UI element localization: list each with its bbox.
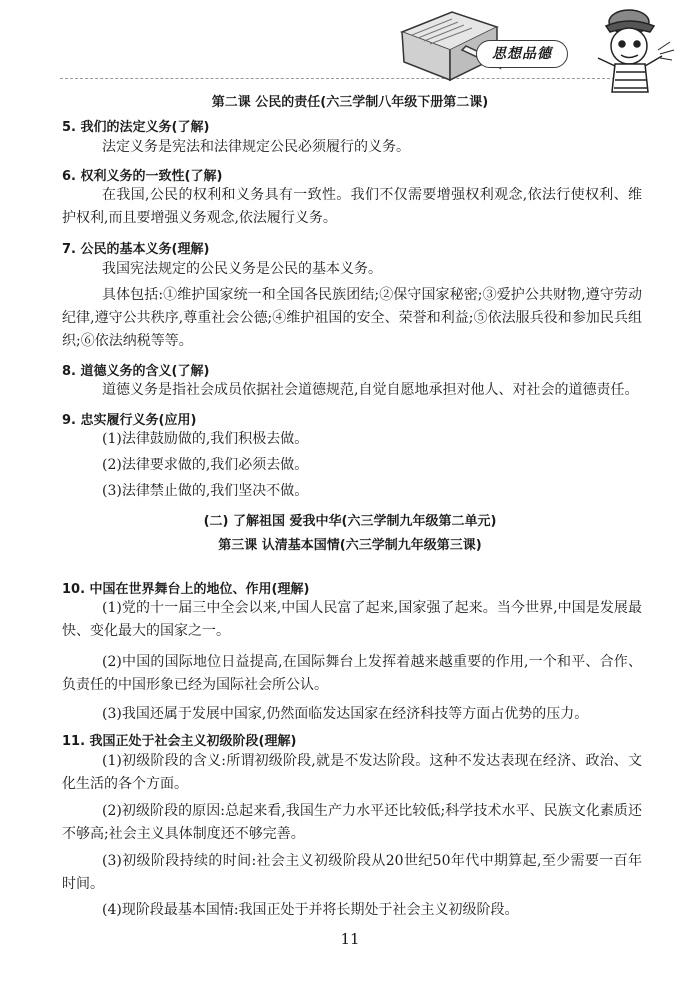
list-item: (3)初级阶段持续的时间:社会主义初级阶段从20世纪50年代中期算起,至少需要一百年时间。 [62,853,642,892]
section-heading: 9. 忠实履行义务(应用) [62,413,197,428]
unit-title: (二) 了解祖国 爱我中华(六三学制九年级第二单元) [203,514,497,529]
list-item: (1)党的十一届三中全会以来,中国人民富了起来,国家强了起来。当今世界,中国是发展最快、变化最大的国家之一。 [62,600,642,639]
list-item: (3)我国还属于发展中国家,仍然面临发达国家在经济科技等方面占优势的压力。 [102,706,589,722]
section-heading: 6. 权利义务的一致性(了解) [62,169,223,184]
subject-badge: 思想品德 [476,40,568,68]
list-item: (1)初级阶段的含义:所谓初级阶段,就是不发达阶段。这种不发达表现在经济、政治、文化生活的各个方面。 [62,753,642,792]
list-item: (3)法律禁止做的,我们坚决不做。 [102,483,309,499]
paragraph: 在我国,公民的权利和义务具有一致性。我们不仅需要增强权利观念,依法行使权利、维护权利,而且要增强义务观念,依法履行义务。 [62,187,642,226]
cartoon-boy-icon [598,10,674,92]
paragraph: 具体包括:①维护国家统一和全国各民族团结;②保守国家秘密;③爱护公共财物,遵守劳动纪律,遵守公共秩序,尊重社会公德;④维护祖国的安全、荣誉和利益;⑤依法服兵役和参加民兵组织;⑥依法纳税等等。 [62,287,642,349]
list-item: (2)初级阶段的原因:总起来看,我国生产力水平还比较低;科学技术水平、民族文化素质还不够高;社会主义具体制度还不够完善。 [62,803,642,842]
section-heading: 5. 我们的法定义务(了解) [62,120,210,135]
list-item: (2)中国的国际地位日益提高,在国际舞台上发挥着越来越重要的作用,一个和平、合作、负责任的中国形象已经为国际社会所公认。 [62,654,642,693]
page-number: 11 [340,930,360,948]
list-item: (4)现阶段最基本国情:我国正处于并将长期处于社会主义初级阶段。 [102,902,519,918]
list-item: (1)法律鼓励做的,我们积极去做。 [102,431,309,447]
lesson-title: 第三课 认清基本国情(六三学制九年级第三课) [218,538,482,553]
paragraph: 我国宪法规定的公民义务是公民的基本义务。 [102,261,382,277]
section-heading: 7. 公民的基本义务(理解) [62,242,210,257]
section-heading: 10. 中国在世界舞台上的地位、作用(理解) [62,582,310,597]
paragraph: 法定义务是宪法和法律规定公民必须履行的义务。 [102,139,410,155]
section-heading: 8. 道德义务的含义(了解) [62,364,210,379]
lesson-title: 第二课 公民的责任(六三学制八年级下册第二课) [211,95,489,110]
paragraph: 道德义务是指社会成员依据社会道德规范,自觉自愿地承担对他人、对社会的道德责任。 [102,382,639,398]
section-heading: 11. 我国正处于社会主义初级阶段(理解) [62,734,297,749]
list-item: (2)法律要求做的,我们必须去做。 [102,457,309,473]
